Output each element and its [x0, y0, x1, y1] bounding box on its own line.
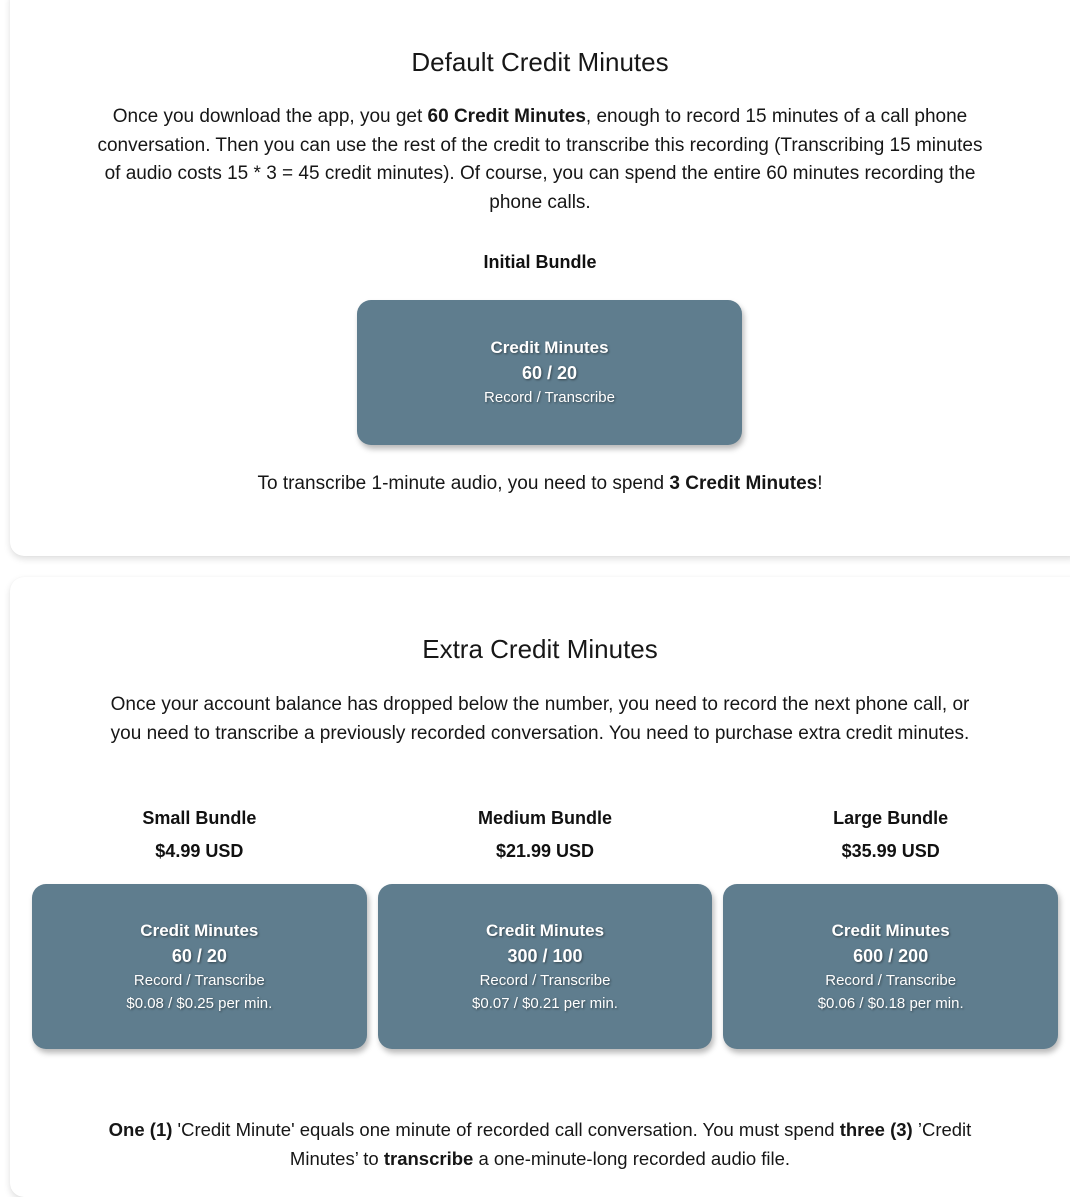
- bundle-card-title-small: Credit Minutes: [140, 920, 259, 940]
- bundle-grid: [32, 805, 1058, 1049]
- bundle-name-large: Large Bundle: [833, 808, 949, 828]
- bundle-price-large: $35.99 USD: [841, 841, 940, 861]
- initial-card-title: Credit Minutes: [490, 338, 609, 357]
- bundle-card-amount-medium: 300 / 100: [507, 945, 583, 966]
- bundle-card-title-large: Credit Minutes: [831, 920, 950, 940]
- bundle-column-medium: [378, 805, 713, 1049]
- default-credit-minutes-panel: [10, 0, 1070, 556]
- bundle-column-large: [723, 805, 1058, 1049]
- bundle-card-medium[interactable]: [378, 884, 713, 1049]
- extra-panel-inner: [10, 577, 1070, 1197]
- transcribe-note-bold: 3 Credit Minutes: [669, 473, 818, 494]
- credit-minute-definition-note: [95, 1115, 985, 1173]
- bundle-price-medium: $21.99 USD: [495, 841, 595, 861]
- footer-bold-2: three (3): [839, 1118, 913, 1140]
- default-section-title: Default Credit Minutes: [411, 47, 669, 77]
- initial-bundle-card[interactable]: [357, 300, 742, 445]
- transcribe-cost-note: [90, 470, 990, 499]
- bundle-card-small[interactable]: [32, 884, 367, 1049]
- bundle-price-small: $4.99 USD: [155, 841, 244, 861]
- extra-section-title: Extra Credit Minutes: [422, 634, 658, 664]
- extra-credit-minutes-panel: [10, 577, 1070, 1197]
- footer-text-2: ’Credit Minutes’ to: [289, 1118, 972, 1169]
- footer-bold-3: transcribe: [383, 1147, 474, 1169]
- bundle-card-rate-large: $0.06 / $0.18 per min.: [817, 994, 964, 1012]
- footer-text-3: a one-minute-long recorded audio file.: [473, 1147, 791, 1169]
- default-section-paragraph: [90, 103, 990, 217]
- bundle-name-small: Small Bundle: [142, 808, 257, 828]
- bundle-card-amount-small: 60 / 20: [171, 945, 227, 966]
- bundle-card-subtitle-small: Record / Transcribe: [133, 971, 265, 989]
- transcribe-note-text-1: To transcribe 1-minute audio, you need to spend: [257, 473, 670, 494]
- bundle-card-subtitle-medium: Record / Transcribe: [479, 971, 611, 989]
- bundle-card-rate-small: $0.08 / $0.25 per min.: [126, 994, 273, 1012]
- transcribe-note-text-2: !: [817, 473, 823, 494]
- bundle-column-small: [32, 805, 367, 1049]
- footer-bold-1: One (1): [108, 1118, 173, 1140]
- default-para-text-2: , enough to record 15 minutes of a call phone conversation. Then you can use the rest of the credit to transcribe this recording (Transcribing 15 minutes of audio costs 15 * 3 = 45 credit minutes). Of course, you can spend the entire 60 minutes recording the phone calls.: [97, 106, 983, 213]
- initial-card-subtitle: Record / Transcribe: [484, 389, 615, 406]
- bundle-card-rate-medium: $0.07 / $0.21 per min.: [472, 994, 618, 1012]
- default-panel-inner: [10, 0, 1070, 556]
- bundle-card-title-medium: Credit Minutes: [485, 920, 605, 940]
- bundle-card-subtitle-large: Record / Transcribe: [825, 971, 957, 989]
- default-para-bold-1: 60 Credit Minutes: [427, 106, 586, 127]
- footer-text-1: 'Credit Minute' equals one minute of recorded call conversation. You must spend: [172, 1118, 840, 1140]
- bundle-name-medium: Medium Bundle: [478, 808, 612, 828]
- extra-section-paragraph: Once your account balance has dropped below the number, you need to record the next phone call, or you need to transcribe a previously recorded conversation. You need to purchase extra credit minutes.: [110, 694, 970, 744]
- bundle-card-amount-large: 600 / 200: [853, 945, 929, 966]
- bundle-card-large[interactable]: [723, 884, 1058, 1049]
- initial-card-amount: 60 / 20: [521, 363, 578, 383]
- initial-bundle-label: Initial Bundle: [483, 252, 597, 272]
- default-para-text-1: Once you download the app, you get: [112, 106, 428, 127]
